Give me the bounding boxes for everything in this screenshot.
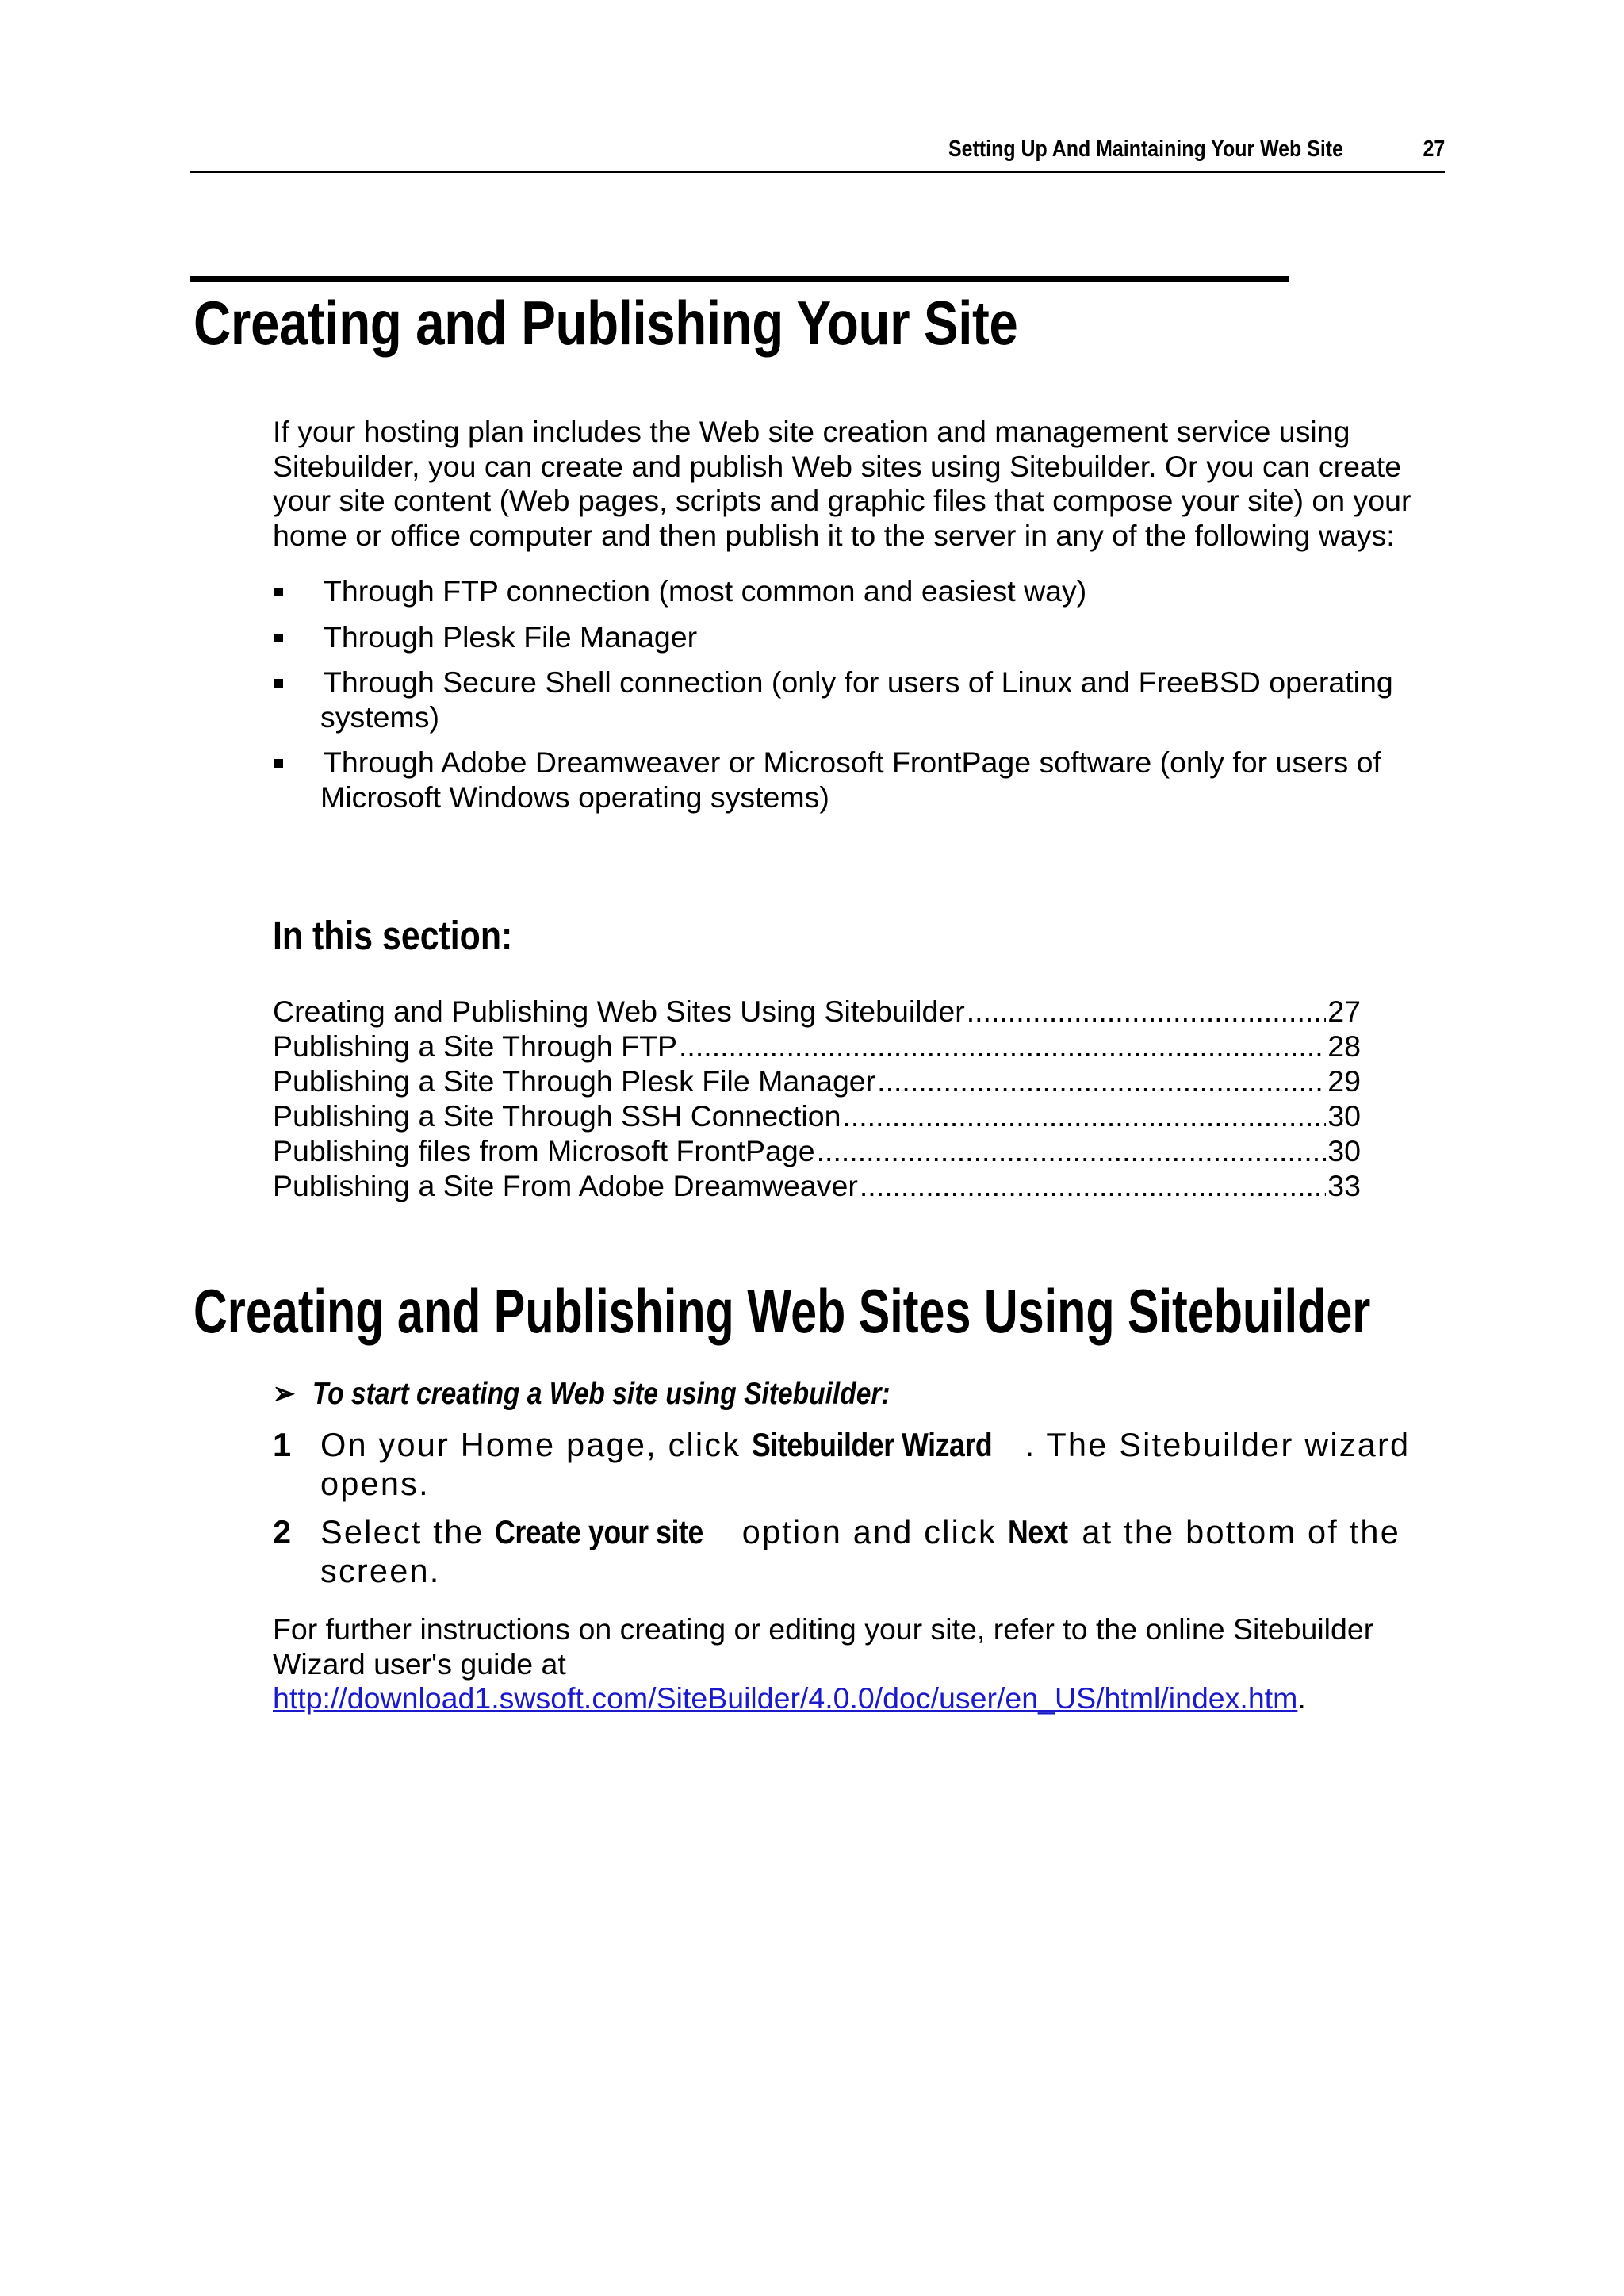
toc-entry[interactable] [273, 1134, 1361, 1169]
page-number: 27 [1423, 136, 1445, 162]
section-toc [273, 995, 1361, 1204]
toc-entry-page[interactable]: 30 [1327, 1134, 1361, 1167]
toc-entry-page[interactable]: 30 [1327, 1099, 1361, 1133]
procedure-steps [273, 1425, 1415, 1600]
toc-entry[interactable] [273, 1169, 1361, 1204]
toc-entry-page[interactable]: 33 [1327, 1169, 1361, 1202]
step-number: 1 [273, 1426, 292, 1463]
section-heading-creating-publishing-site: Creating and Publishing Your Site [193, 288, 1018, 358]
toc-entry-title[interactable]: Publishing a Site Through Plesk File Manager [273, 1064, 876, 1098]
toc-leader-dots [967, 995, 1327, 1029]
toc-entry-title[interactable]: Publishing a Site Through FTP [273, 1029, 678, 1063]
ui-term: Next [1007, 1513, 1068, 1550]
in-this-section-heading: In this section: [273, 913, 513, 958]
sitebuilder-guide-link[interactable]: http://download1.swsoft.com/SiteBuilder/4.0.0/doc/user/en_US/html/index.htm [273, 1681, 1298, 1715]
toc-leader-dots [817, 1134, 1327, 1169]
publish-methods-list [273, 574, 1446, 826]
toc-leader-dots [842, 1099, 1326, 1134]
list-item: Through Adobe Dreamweaver or Microsoft FrontPage software (only for users of Microsoft Windows operating systems) [273, 746, 1446, 815]
running-header-title: Setting Up And Maintaining Your Web Site [948, 136, 1343, 162]
toc-entry[interactable] [273, 995, 1361, 1029]
toc-entry-title[interactable]: Publishing a Site Through SSH Connection [273, 1099, 841, 1133]
procedure-arrow-icon: ➢ [273, 1377, 296, 1411]
step-number: 2 [273, 1513, 292, 1550]
procedure-heading [273, 1376, 891, 1412]
bullet-square-icon [274, 634, 283, 642]
list-item: Through FTP connection (most common and easiest way) [273, 574, 1446, 609]
toc-leader-dots [877, 1064, 1326, 1099]
toc-entry[interactable] [273, 1064, 1361, 1099]
toc-entry[interactable] [273, 1099, 1361, 1134]
ui-term: Create your site [495, 1513, 704, 1550]
further-instructions-paragraph: For further instructions on creating or editing your site, refer to the online Sitebuilder Wizard user's guide at http://download1.swsoft.com/SiteBuilder/4.0.0/doc/user/en_US/html/index.htm. [273, 1612, 1374, 1715]
procedure-heading-text: To start creating a Web site using Sitebuilder: [312, 1377, 891, 1411]
running-header [190, 136, 1445, 173]
list-item: Through Plesk File Manager [273, 620, 1446, 655]
toc-leader-dots [860, 1169, 1326, 1204]
intro-paragraph: If your hosting plan includes the Web site creation and management service using Sitebuilder, you can create and publish Web sites using Sitebuilder. Or you can create your site content (Web pages, scripts and graphic files that compose your site) on your home or office computer and then publish it to the server in any of the following ways: [273, 415, 1411, 552]
toc-leader-dots [679, 1029, 1326, 1064]
procedure-step: 1 On your Home page, click Sitebuilder Wizard . The Sitebuilder wizard opens. [273, 1426, 1411, 1502]
procedure-step: 2 Select the Create your site option and click Next at the bottom of the screen. [273, 1513, 1400, 1589]
toc-entry[interactable] [273, 1029, 1361, 1064]
heading-rule [190, 276, 1289, 282]
list-item: Through Secure Shell connection (only for users of Linux and FreeBSD operating systems) [273, 665, 1446, 734]
toc-entry-page[interactable]: 29 [1327, 1064, 1361, 1098]
ui-term: Sitebuilder Wizard [751, 1426, 993, 1463]
bullet-square-icon [274, 588, 283, 596]
section-heading-sitebuilder: Creating and Publishing Web Sites Using Sitebuilder [193, 1276, 1371, 1346]
toc-entry-page[interactable]: 28 [1327, 1029, 1361, 1063]
toc-entry-title[interactable]: Creating and Publishing Web Sites Using Sitebuilder [273, 995, 965, 1028]
bullet-square-icon [274, 679, 283, 688]
toc-entry-title[interactable]: Publishing files from Microsoft FrontPage [273, 1134, 815, 1167]
bullet-square-icon [274, 759, 283, 768]
toc-entry-title[interactable]: Publishing a Site From Adobe Dreamweaver [273, 1169, 858, 1202]
toc-entry-page[interactable]: 27 [1327, 995, 1361, 1028]
